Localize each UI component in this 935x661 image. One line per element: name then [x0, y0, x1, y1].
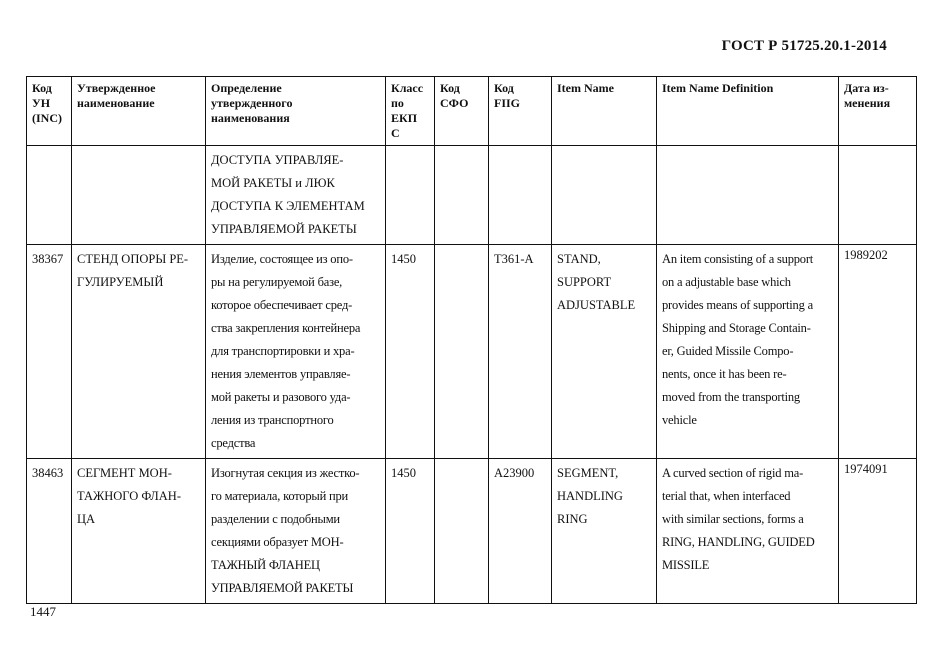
col-header-inc: Код УН (INC)	[27, 77, 72, 146]
table-row	[27, 146, 917, 245]
cell-item-name-definition: A curved section of rigid ma- terial that, when interfaced with similar sections, forms a RING, HANDLING, GUIDED MISSILE	[657, 459, 839, 604]
cell-class	[386, 146, 435, 245]
col-header-item-name: Item Name	[552, 77, 657, 146]
document-code: ГОСТ Р 51725.20.1-2014	[721, 38, 887, 54]
cell-item-name: SEGMENT, HANDLING RING	[552, 459, 657, 604]
cell-item-name-definition: An item consisting of a support on a adjustable base which provides means of supporting a Shipping and Storage Contain- er, Guided Missile Compo- nents, once it has been re- moved from the transporting vehicle	[657, 245, 839, 459]
table-row	[27, 245, 917, 459]
cell-definition: Изогнутая секция из жестко- го материала, который при разделении с подобными секциями образует МОН- ТАЖНЫЙ ФЛАНЕЦ УПРАВЛЯЕМОЙ РАКЕТЫ	[206, 459, 386, 604]
table-header-row	[27, 77, 917, 146]
cell-sfo	[435, 245, 489, 459]
col-header-approved-name: Утвержденное наименование	[72, 77, 206, 146]
cell-class: 1450	[386, 245, 435, 459]
col-header-class: Класс по ЕКП С	[386, 77, 435, 146]
cell-inc	[27, 146, 72, 245]
col-header-sfo: Код СФО	[435, 77, 489, 146]
cell-sfo	[435, 459, 489, 604]
cell-fiig: T361-A	[489, 245, 552, 459]
col-header-fiig: Код FIIG	[489, 77, 552, 146]
cell-approved-name: СТЕНД ОПОРЫ РЕ- ГУЛИРУЕМЫЙ	[72, 245, 206, 459]
cell-inc: 38463	[27, 459, 72, 604]
cell-definition: Изделие, состоящее из опо- ры на регулируемой базе, которое обеспечивает сред- ства закрепления контейнера для транспортировки и хра- нения элементов управляе- мой ракеты и разового уда- ления из транспортного средства	[206, 245, 386, 459]
cell-item-name-definition	[657, 146, 839, 245]
cell-approved-name	[72, 146, 206, 245]
cell-item-name	[552, 146, 657, 245]
cell-change-date: 1974091	[839, 459, 917, 604]
cell-inc: 38367	[27, 245, 72, 459]
cell-fiig	[489, 146, 552, 245]
col-header-change-date: Дата из- менения	[839, 77, 917, 146]
cell-approved-name: СЕГМЕНТ МОН- ТАЖНОГО ФЛАН- ЦА	[72, 459, 206, 604]
page-number: 1447	[30, 604, 56, 619]
col-header-item-name-definition: Item Name Definition	[657, 77, 839, 146]
col-header-definition: Определение утвержденного наименования	[206, 77, 386, 146]
cell-item-name: STAND, SUPPORT ADJUSTABLE	[552, 245, 657, 459]
cell-fiig: A23900	[489, 459, 552, 604]
nomenclature-table	[26, 76, 917, 604]
cell-sfo	[435, 146, 489, 245]
cell-change-date	[839, 146, 917, 245]
cell-definition: ДОСТУПА УПРАВЛЯЕ- МОЙ РАКЕТЫ и ЛЮК ДОСТУПА К ЭЛЕМЕНТАМ УПРАВЛЯЕМОЙ РАКЕТЫ	[206, 146, 386, 245]
cell-change-date: 1989202	[839, 245, 917, 459]
table-row	[27, 459, 917, 604]
cell-class: 1450	[386, 459, 435, 604]
